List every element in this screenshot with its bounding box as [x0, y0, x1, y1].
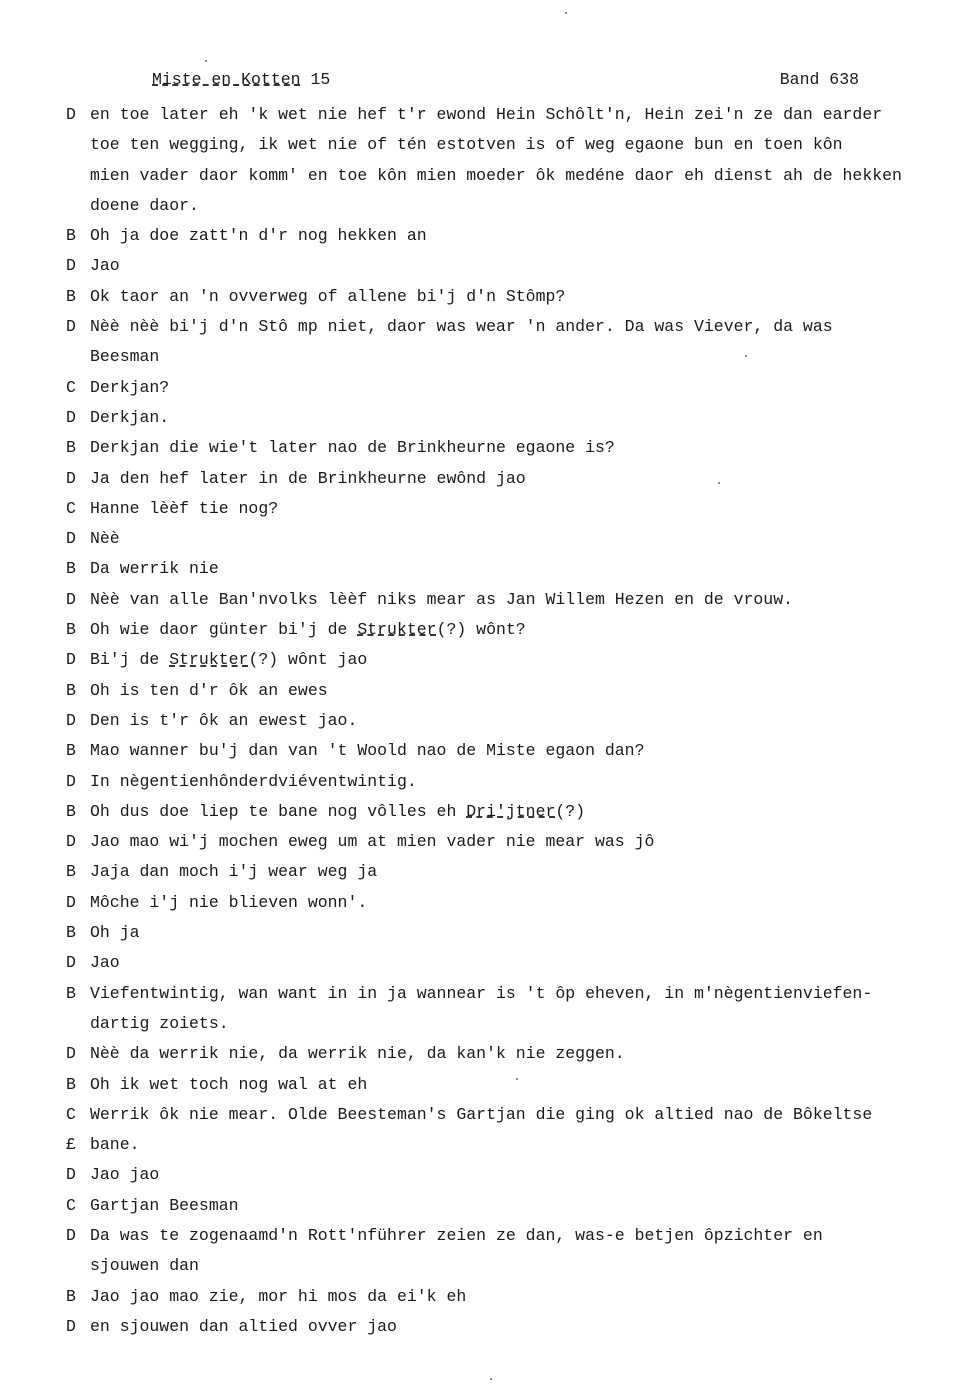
transcript-line-continuation	[0, 191, 979, 221]
line-text: Oh ja	[90, 923, 140, 943]
speaker-label: D	[66, 1225, 76, 1245]
line-text: Nèè nèè bi'j d'n Stô mp niet, daor was wear 'n ander. Da was Viever, da was	[90, 317, 833, 337]
page-header	[152, 70, 859, 96]
transcript-line	[0, 494, 979, 524]
line-text: Môche i'j nie blieven wonn'.	[90, 892, 368, 912]
speaker-label: B	[66, 226, 76, 246]
transcript-line-continuation	[0, 1251, 979, 1281]
transcript-line-continuation	[0, 161, 979, 191]
line-text: Viefentwintig, wan want in in ja wannear is 't ôp eheven, in m'nègentienviefen-	[90, 983, 873, 1003]
header-band: Band 638	[779, 70, 859, 89]
speaker-label: B	[66, 1074, 76, 1094]
line-text: Derkjan?	[90, 377, 170, 397]
transcript-line	[0, 251, 979, 281]
speaker-label: D	[66, 953, 76, 973]
line-text: Beesman	[90, 347, 160, 367]
line-text-before: Oh wie daor günter bi'j de	[90, 620, 358, 640]
transcript-line	[0, 948, 979, 978]
speaker-label: B	[66, 923, 76, 943]
transcript-line	[0, 1191, 979, 1221]
transcript-line-continuation	[0, 342, 979, 372]
speaker-label: B	[66, 741, 76, 761]
transcript-line	[0, 827, 979, 857]
transcript-line	[0, 1312, 979, 1342]
speaker-label: C	[66, 1195, 76, 1215]
speaker-label: D	[66, 1165, 76, 1185]
speaker-label: B	[66, 438, 76, 458]
transcript-line	[0, 282, 979, 312]
speaker-label: B	[66, 983, 76, 1003]
line-text-after: (?) wônt?	[436, 620, 526, 640]
line-text: Ok taor an 'n ovverweg of allene bi'j d'n Stômp?	[90, 286, 566, 306]
transcript-line	[0, 736, 979, 766]
line-text: en toe later eh 'k wet nie hef t'r ewond Hein Schôlt'n, Hein zei'n ze dan earder	[90, 105, 883, 124]
transcript-line	[0, 797, 979, 827]
speaker-label: D	[66, 710, 76, 730]
line-text	[90, 797, 585, 827]
transcript-line	[0, 221, 979, 251]
line-text: Derkjan.	[90, 407, 170, 427]
scan-speck	[565, 12, 567, 14]
speaker-label: C	[66, 377, 76, 397]
line-text: Derkjan die wie't later nao de Brinkheurne egaone is?	[90, 438, 615, 458]
line-text: Jaja dan moch i'j wear weg ja	[90, 862, 378, 882]
line-text: In nègentienhônderdviéventwintig.	[90, 771, 417, 791]
line-text: Werrik ôk nie mear. Olde Beesteman's Gartjan die ging ok altied nao de Bôkeltse	[90, 1104, 873, 1124]
line-text: Da was te zogenaamd'n Rott'nführer zeien ze dan, was-e betjen ôpzichter en	[90, 1225, 823, 1245]
line-text: dartig zoiets.	[90, 1013, 229, 1033]
scan-speck	[718, 482, 720, 484]
transcript-line	[0, 1221, 979, 1251]
transcript-line	[0, 100, 979, 130]
transcript-line	[0, 373, 979, 403]
transcript-line	[0, 888, 979, 918]
speaker-label: B	[66, 801, 76, 821]
line-text-after: (?)	[555, 801, 586, 821]
speaker-label: D	[66, 317, 76, 337]
speaker-label: C	[66, 498, 76, 518]
transcript-line	[0, 585, 979, 615]
speaker-label: D	[66, 892, 76, 912]
transcript-line	[0, 918, 979, 948]
transcript-line-continuation	[0, 130, 979, 160]
scan-speck	[205, 60, 207, 62]
line-text: Jao	[90, 256, 120, 276]
transcript-line	[0, 645, 979, 675]
transcript-line	[0, 433, 979, 463]
line-text: Oh ja doe zatt'n d'r nog hekken an	[90, 226, 427, 246]
speaker-label: D	[66, 105, 76, 124]
speaker-label: B	[66, 620, 76, 640]
speaker-label: D	[66, 650, 76, 670]
transcript-line	[0, 1130, 979, 1160]
underlined-word: Strukter	[169, 650, 249, 670]
transcript-line	[0, 1070, 979, 1100]
transcript-line	[0, 1282, 979, 1312]
transcript-line	[0, 676, 979, 706]
line-text: Jao jao mao zie, mor hi mos da ei'k eh	[90, 1286, 467, 1306]
line-text: doene daor.	[90, 195, 199, 215]
transcript-line	[0, 524, 979, 554]
transcript-line	[0, 857, 979, 887]
line-text: Jao	[90, 953, 120, 973]
speaker-label: D	[66, 1044, 76, 1064]
line-text: Hanne lèèf tie nog?	[90, 498, 279, 518]
speaker-label: £	[66, 1135, 76, 1155]
line-text: Jao jao	[90, 1165, 160, 1185]
transcript-lines	[0, 100, 979, 1342]
line-text: Oh is ten d'r ôk an ewes	[90, 680, 328, 700]
transcript-line	[0, 554, 979, 584]
transcript-line	[0, 403, 979, 433]
transcript-line	[0, 615, 979, 645]
transcript-line	[0, 1039, 979, 1069]
speaker-label: D	[66, 832, 76, 852]
speaker-label: C	[66, 1104, 76, 1124]
speaker-label: B	[66, 286, 76, 306]
speaker-label: D	[66, 529, 76, 549]
speaker-label: D	[66, 407, 76, 427]
transcript-line	[0, 1160, 979, 1190]
speaker-label: B	[66, 862, 76, 882]
line-text-after: (?) wônt jao	[248, 650, 368, 670]
underlined-word: Strukter	[357, 620, 437, 640]
speaker-label: B	[66, 559, 76, 579]
line-text: bane.	[90, 1135, 140, 1155]
scan-speck	[490, 1378, 492, 1380]
speaker-label: D	[66, 256, 76, 276]
line-text: en sjouwen dan altied ovver jao	[90, 1316, 397, 1336]
line-text: Nèè van alle Ban'nvolks lèèf niks mear as Jan Willem Hezen en de vrouw.	[90, 589, 794, 609]
transcript-line	[0, 767, 979, 797]
speaker-label: D	[66, 468, 76, 488]
line-text: Oh ik wet toch nog wal at eh	[90, 1074, 368, 1094]
header-page-number: 15	[310, 70, 331, 89]
underlined-word: Dri'jtner	[466, 801, 556, 821]
line-text: sjouwen dan	[90, 1256, 199, 1276]
line-text: Mao wanner bu'j dan van 't Woold nao de Miste egaon dan?	[90, 741, 645, 761]
line-text: Gartjan Beesman	[90, 1195, 239, 1215]
line-text: Da werrik nie	[90, 559, 219, 579]
line-text: Den is t'r ôk an ewest jao.	[90, 710, 358, 730]
line-text: mien vader daor komm' en toe kôn mien moeder ôk medéne daor eh dienst ah de hekken	[90, 165, 902, 185]
transcript-line	[0, 1100, 979, 1130]
scan-speck	[516, 1078, 518, 1080]
line-text: toe ten wegging, ik wet nie of tén estotven is of weg egaone bun en toen kôn	[90, 135, 843, 155]
line-text: Nèè	[90, 529, 120, 549]
transcript-line-continuation	[0, 1009, 979, 1039]
line-text: Nèè da werrik nie, da werrik nie, da kan'k nie zeggen.	[90, 1044, 625, 1064]
transcript-line	[0, 312, 979, 342]
header-title-block	[152, 70, 330, 89]
line-text-before: Oh dus doe liep te bane nog vôlles eh	[90, 801, 467, 821]
line-text: Ja den hef later in de Brinkheurne ewônd jao	[90, 468, 526, 488]
header-title: Miste en Kotten	[152, 70, 301, 89]
transcript-line	[0, 464, 979, 494]
line-text-before: Bi'j de	[90, 650, 170, 670]
line-text	[90, 645, 367, 675]
scan-speck	[745, 355, 747, 357]
speaker-label: D	[66, 589, 76, 609]
speaker-label: B	[66, 1286, 76, 1306]
transcript-line	[0, 979, 979, 1009]
speaker-label: D	[66, 771, 76, 791]
transcript-line	[0, 706, 979, 736]
speaker-label: D	[66, 1316, 76, 1336]
line-text	[90, 615, 526, 645]
line-text: Jao mao wi'j mochen eweg um at mien vader nie mear was jô	[90, 832, 655, 852]
speaker-label: B	[66, 680, 76, 700]
